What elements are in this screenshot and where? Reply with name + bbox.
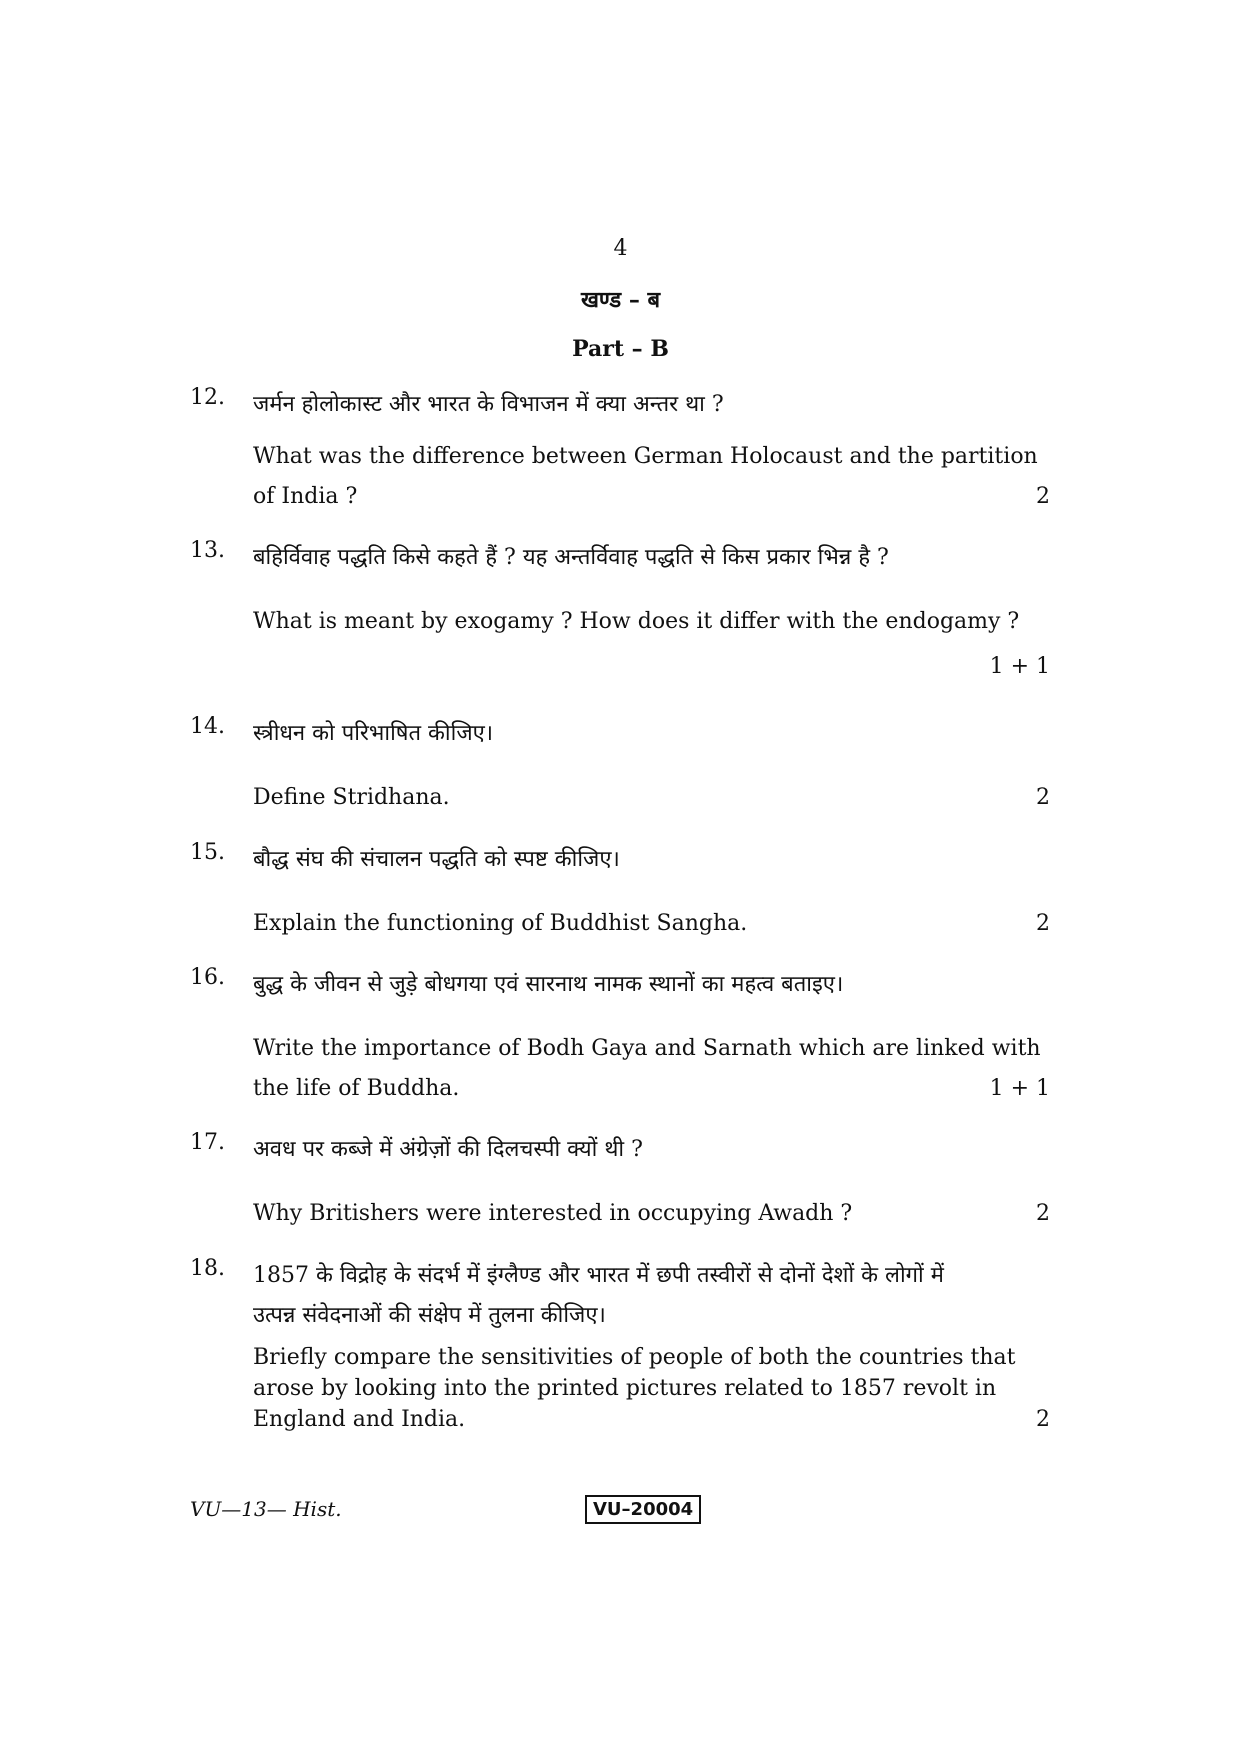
footer-paper-code: VU–20004	[585, 1495, 701, 1524]
marks: 2	[1036, 1201, 1050, 1226]
question-text-english: Why Britishers were interested in occupying Awadh ?	[253, 1201, 853, 1226]
question-text-hindi: जर्मन होलोकास्ट और भारत के विभाजन में क्या अन्तर था ?	[253, 392, 724, 417]
question-number: 18.	[190, 1256, 225, 1281]
footer-subject-code: VU—13— Hist.	[190, 1497, 342, 1521]
marks: 2	[1036, 484, 1050, 509]
marks: 1 + 1	[989, 1076, 1050, 1101]
question-text-english-cont: arose by looking into the printed pictures related to 1857 revolt in	[253, 1376, 997, 1401]
question-number: 12.	[190, 385, 225, 410]
question-text-hindi-cont: उत्पन्न संवेदनाओं की संक्षेप में तुलना कीजिए।	[253, 1303, 606, 1328]
question-text-hindi: बौद्ध संघ की संचालन पद्धति को स्पष्ट कीजिए।	[253, 847, 620, 872]
section-heading-english: Part – B	[572, 336, 669, 362]
question-text-english: What was the difference between German Holocaust and the partition	[253, 444, 1038, 469]
question-text-hindi: अवध पर कब्जे में अंग्रेज़ों की दिलचस्पी क्यों थी ?	[253, 1137, 643, 1162]
question-text-english: Explain the functioning of Buddhist Sangha.	[253, 911, 748, 936]
question-text-hindi: बहिर्विवाह पद्धति किसे कहते हैं ? यह अन्तर्विवाह पद्धति से किस प्रकार भिन्न है ?	[253, 545, 889, 570]
marks: 2	[1036, 1407, 1050, 1432]
question-text-english: Write the importance of Bodh Gaya and Sarnath which are linked with	[253, 1036, 1041, 1061]
question-text-hindi: बुद्ध के जीवन से जुड़े बोधगया एवं सारनाथ नामक स्थानों का महत्व बताइए।	[253, 972, 844, 997]
question-text-english: Briefly compare the sensitivities of people of both the countries that	[253, 1345, 1016, 1370]
section-heading-hindi: खण्ड – ब	[580, 287, 661, 313]
question-text-english: What is meant by exogamy ? How does it differ with the endogamy ?	[253, 609, 1020, 634]
question-number: 16.	[190, 965, 225, 990]
question-text-hindi: 1857 के विद्रोह के संदर्भ में इंग्लैण्ड और भारत में छपी तस्वीरों से दोनों देशों के लोगों में	[253, 1263, 944, 1288]
question-number: 17.	[190, 1130, 225, 1155]
question-number: 13.	[190, 538, 225, 563]
question-text-english-cont: England and India.	[253, 1407, 466, 1432]
question-number: 14.	[190, 714, 225, 739]
marks: 1 + 1	[989, 654, 1050, 679]
question-text-english-cont: the life of Buddha.	[253, 1076, 460, 1101]
question-number: 15.	[190, 840, 225, 865]
question-text-hindi: स्त्रीधन को परिभाषित कीजिए।	[253, 721, 494, 746]
question-text-english: Define Stridhana.	[253, 785, 450, 810]
page-number: 4	[613, 236, 628, 261]
marks: 2	[1036, 785, 1050, 810]
question-text-english-cont: of India ?	[253, 484, 358, 509]
marks: 2	[1036, 911, 1050, 936]
